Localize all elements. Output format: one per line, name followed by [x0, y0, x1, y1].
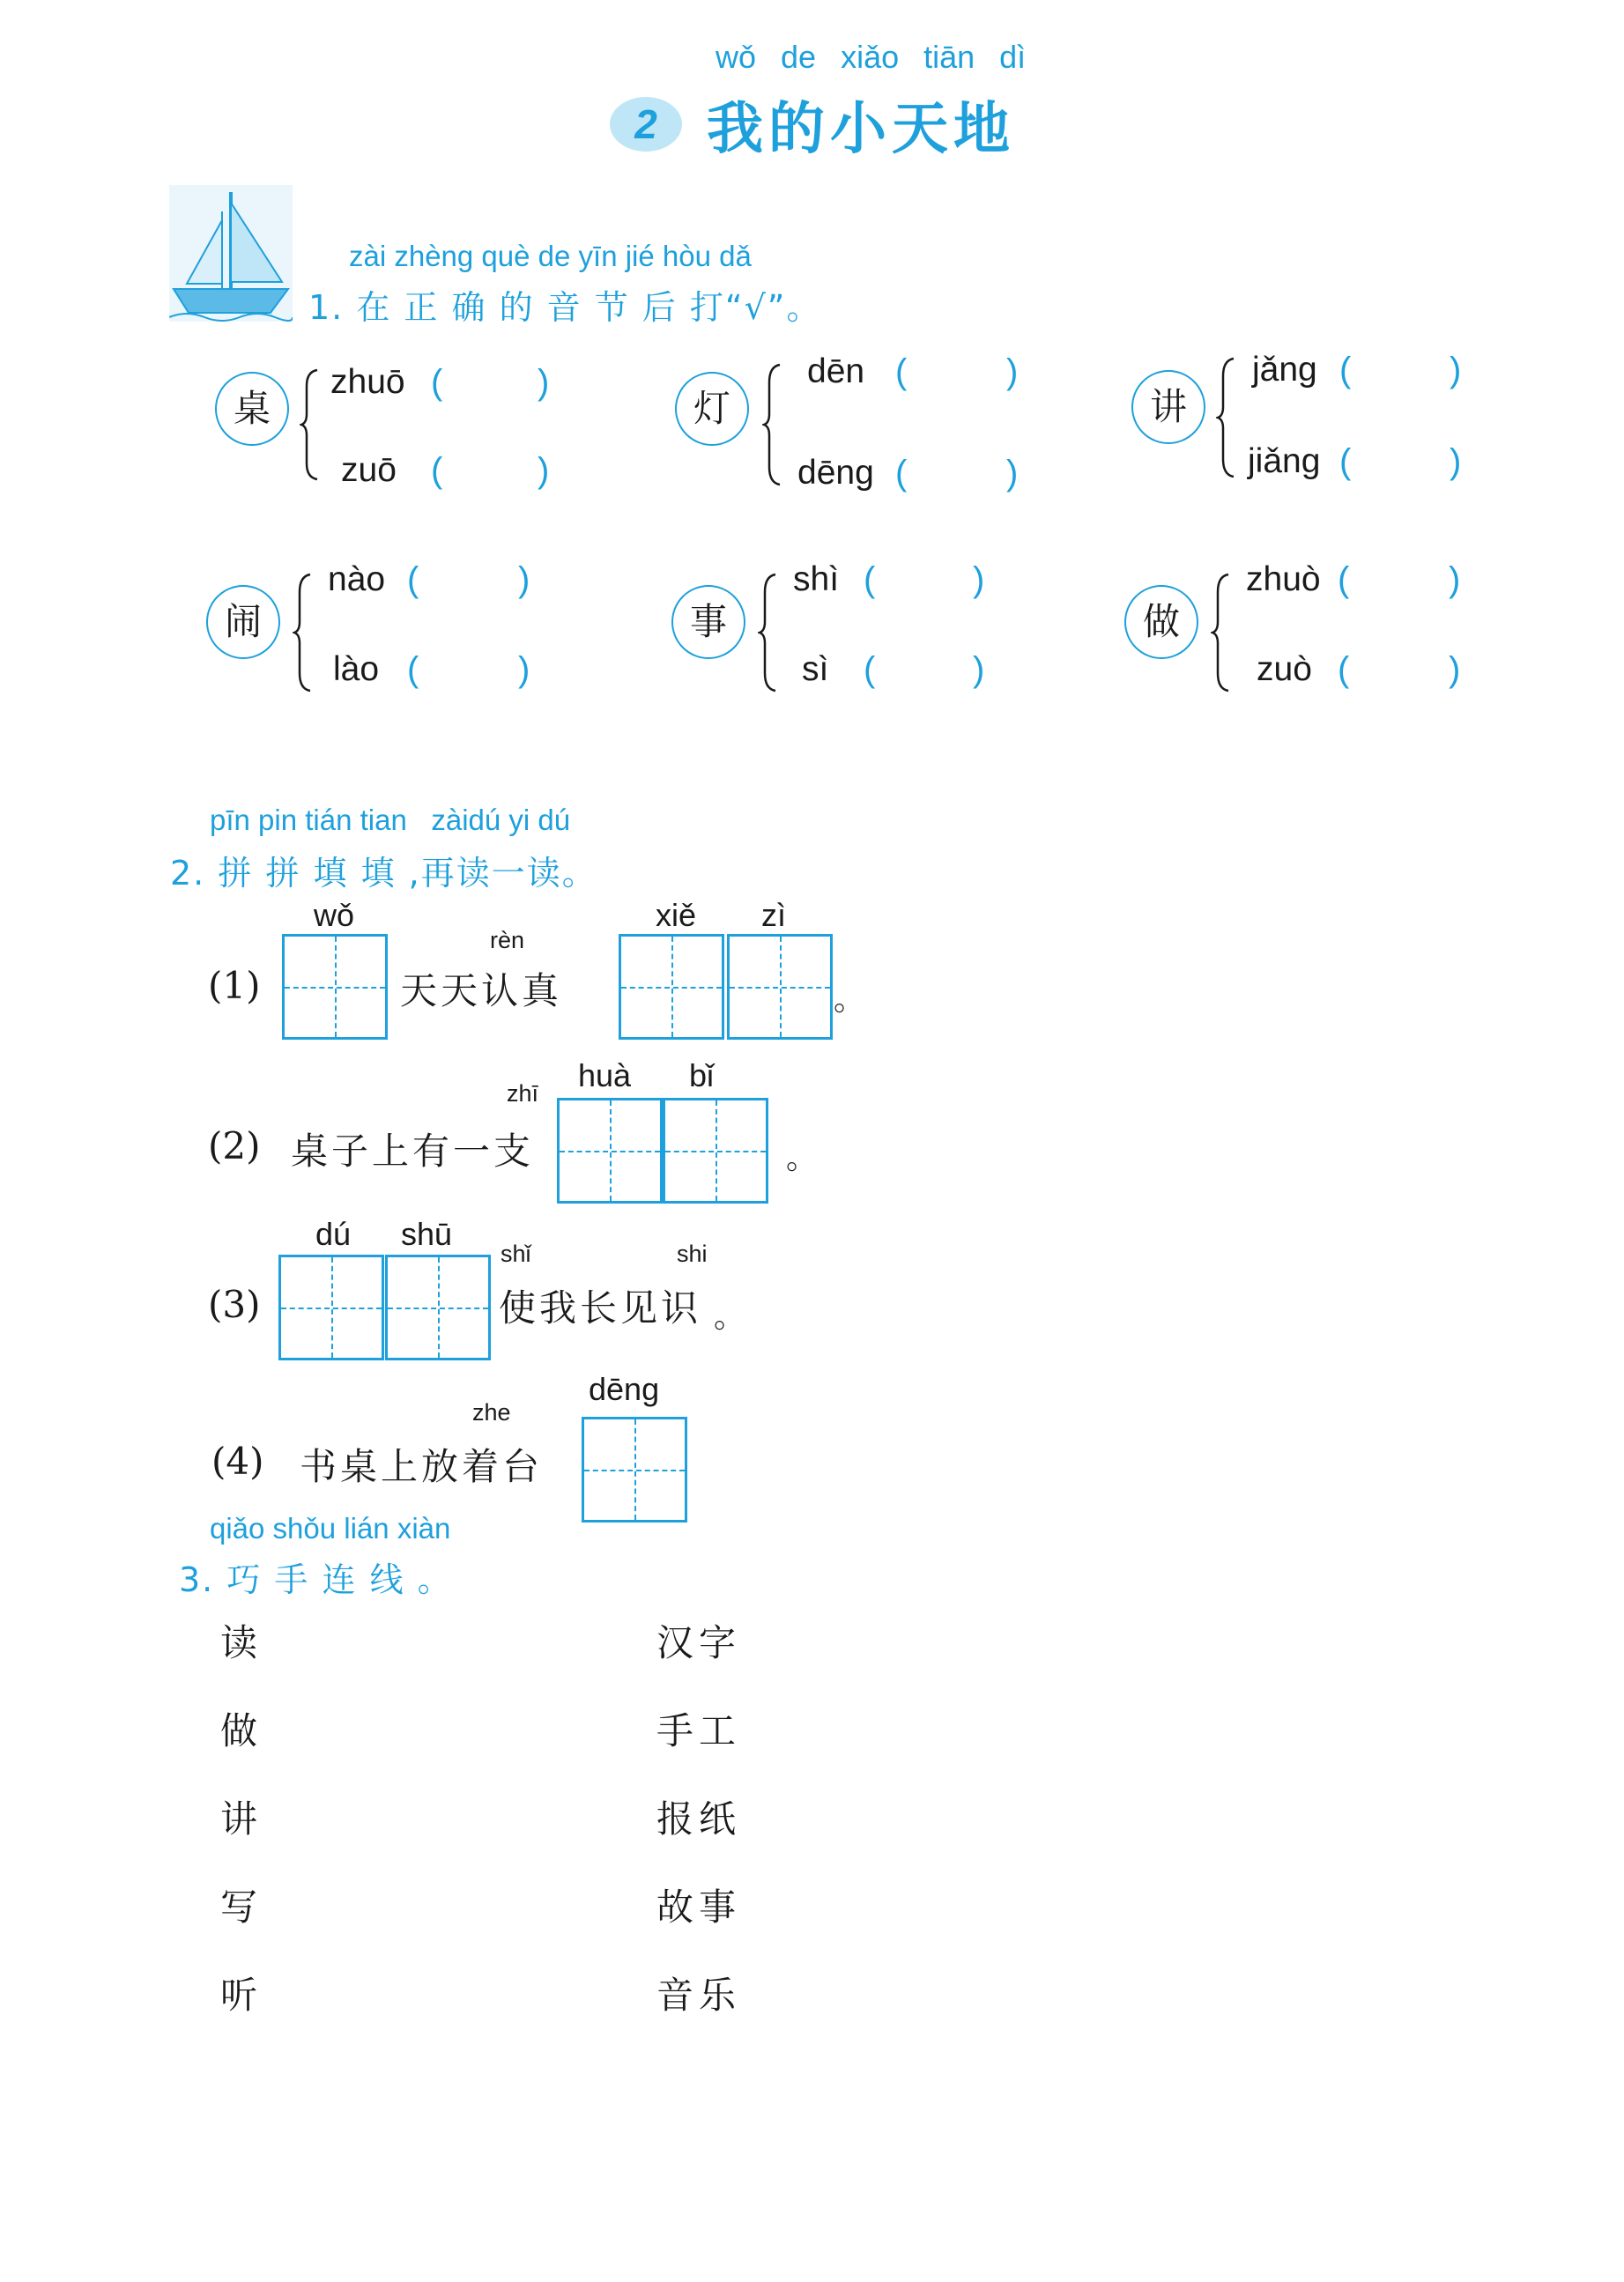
answer-paren-close: ): [1450, 351, 1462, 389]
sailboat-icon: [169, 185, 293, 322]
match-right-item[interactable]: 音乐: [656, 1974, 742, 2017]
pinyin-option: sì: [802, 650, 829, 688]
char-circle: 做: [1124, 585, 1198, 659]
sentence-end: 。: [786, 1140, 819, 1176]
answer-paren-close: ): [1450, 442, 1462, 481]
text-pinyin: rèn: [490, 927, 525, 953]
brace-icon: [758, 573, 779, 693]
match-right-item[interactable]: 汉字: [656, 1621, 742, 1664]
match-right-item[interactable]: 报纸: [656, 1797, 742, 1841]
sentence-text: 桌子上有一支: [291, 1130, 535, 1173]
answer-paren-close: ): [973, 560, 985, 599]
sentence-text: 使我长见识: [499, 1286, 702, 1330]
answer-paren-close: ): [518, 560, 530, 599]
answer-paren-open[interactable]: (: [864, 560, 876, 599]
answer-paren-close: ): [1006, 352, 1019, 391]
writing-box[interactable]: [663, 1098, 768, 1204]
section3-title: 3. 巧 手 连 线 。: [179, 1560, 453, 1599]
lesson-number: 2: [634, 101, 657, 147]
box-pinyin: bǐ: [689, 1057, 715, 1093]
sentence-end: 。: [834, 982, 866, 1018]
box-pinyin: dú: [315, 1216, 352, 1252]
pinyin-option: jǎng: [1252, 351, 1317, 389]
answer-paren-open[interactable]: (: [1339, 351, 1352, 389]
pinyin-option: zuō: [341, 451, 397, 489]
brace-icon: [300, 368, 321, 481]
pinyin-option: zhuò: [1246, 560, 1321, 598]
char-circle: 讲: [1131, 370, 1205, 444]
section2-pinyin: pīn pin tián tian zàidú yi dú: [210, 804, 571, 836]
pinyin-option: lào: [333, 650, 380, 688]
char-circle: 灯: [675, 372, 749, 446]
title-pinyin: wǒ de xiǎo tiān dì: [716, 39, 1027, 75]
char-circle: 事: [671, 585, 745, 659]
sentence-label: (3): [208, 1283, 261, 1326]
char-circle: 闹: [206, 585, 280, 659]
box-pinyin: dēng: [589, 1371, 660, 1407]
answer-paren-open[interactable]: (: [1338, 650, 1350, 689]
pinyin-option: dēng: [797, 454, 874, 492]
sentence-label: (4): [211, 1440, 264, 1483]
answer-paren-open[interactable]: (: [895, 352, 908, 391]
match-left-item[interactable]: 读: [220, 1621, 263, 1664]
answer-paren-open[interactable]: (: [431, 363, 443, 402]
match-left-item[interactable]: 做: [220, 1709, 263, 1752]
text-pinyin: zhī: [507, 1080, 539, 1107]
writing-box[interactable]: [282, 934, 388, 1040]
answer-paren-open[interactable]: (: [431, 451, 443, 490]
sentence-label: (2): [208, 1124, 261, 1167]
pinyin-option: nào: [328, 560, 386, 598]
page-title: 我的小天地: [707, 97, 1015, 162]
answer-paren-close: ): [973, 650, 985, 689]
answer-paren-close: ): [1449, 650, 1461, 689]
sentence-text: 天天认真: [400, 969, 563, 1012]
match-left-item[interactable]: 讲: [220, 1797, 263, 1841]
match-right-item[interactable]: 手工: [656, 1709, 742, 1752]
answer-paren-open[interactable]: (: [1339, 442, 1352, 481]
text-pinyin: zhe: [472, 1399, 511, 1426]
match-left-item[interactable]: 听: [220, 1974, 263, 2017]
section1-title: 1. 在 正 确 的 音 节 后 打“√”。: [308, 288, 822, 327]
writing-box[interactable]: [385, 1255, 491, 1360]
sentence-text: 书桌上放着台: [300, 1445, 544, 1488]
sentence-label: (1): [208, 964, 261, 1007]
brace-icon: [1216, 357, 1237, 478]
char-circle: 桌: [215, 372, 289, 446]
answer-paren-close: ): [1006, 454, 1019, 493]
answer-paren-close: ): [1449, 560, 1461, 599]
answer-paren-open[interactable]: (: [407, 560, 419, 599]
answer-paren-close: ): [538, 363, 550, 402]
text-pinyin: shi: [677, 1241, 708, 1267]
text-pinyin: shǐ: [501, 1241, 531, 1267]
section3-pinyin: qiǎo shǒu lián xiàn: [210, 1512, 451, 1545]
answer-paren-open[interactable]: (: [1338, 560, 1350, 599]
section1-pinyin: zài zhèng què de yīn jié hòu dǎ: [349, 240, 752, 272]
pinyin-option: zhuō: [330, 363, 405, 401]
brace-icon: [293, 573, 314, 693]
sentence-end: 。: [714, 1299, 746, 1335]
writing-box[interactable]: [619, 934, 724, 1040]
pinyin-option: dēn: [807, 352, 865, 390]
answer-paren-close: ): [518, 650, 530, 689]
writing-box[interactable]: [278, 1255, 384, 1360]
brace-icon: [1211, 573, 1232, 693]
answer-paren-close: ): [538, 451, 550, 490]
pinyin-option: shì: [793, 560, 840, 598]
writing-box[interactable]: [557, 1098, 663, 1204]
brace-icon: [762, 363, 783, 486]
answer-paren-open[interactable]: (: [864, 650, 876, 689]
answer-paren-open[interactable]: (: [407, 650, 419, 689]
pinyin-option: zuò: [1257, 650, 1312, 688]
box-pinyin: shū: [401, 1216, 453, 1252]
box-pinyin: huà: [578, 1057, 632, 1093]
writing-box[interactable]: [582, 1417, 687, 1523]
match-left-item[interactable]: 写: [220, 1886, 263, 1929]
answer-paren-open[interactable]: (: [895, 454, 908, 493]
section2-title: 2. 拼 拼 填 填 ,再读一读。: [170, 854, 597, 893]
box-pinyin: xiě: [656, 897, 697, 933]
pinyin-option: jiǎng: [1248, 442, 1321, 480]
box-pinyin: wǒ: [314, 897, 355, 933]
box-pinyin: zì: [761, 897, 787, 933]
writing-box[interactable]: [727, 934, 833, 1040]
match-right-item[interactable]: 故事: [656, 1886, 742, 1929]
